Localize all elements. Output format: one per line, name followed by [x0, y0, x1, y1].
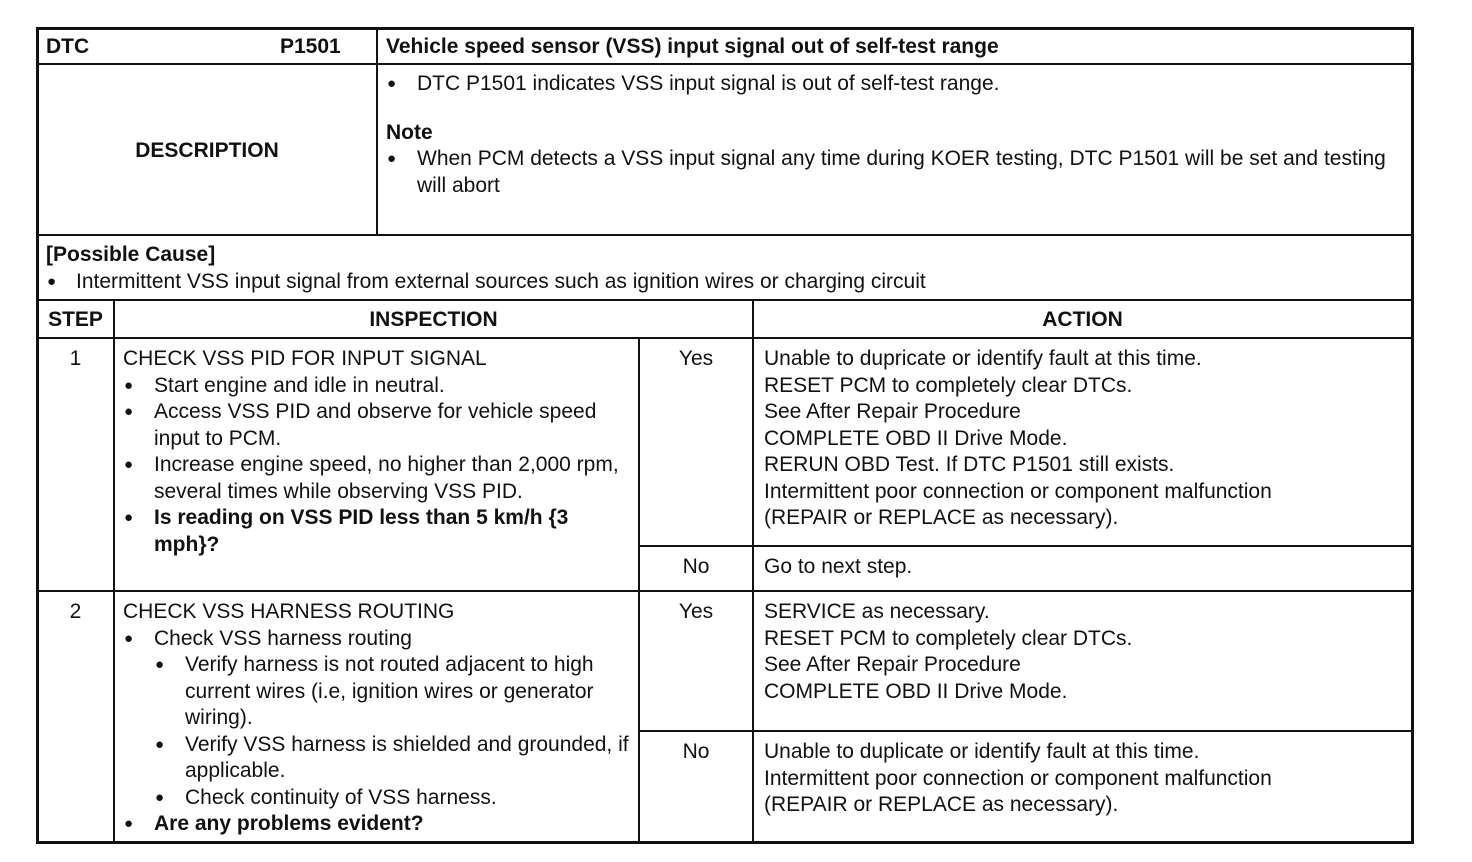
- list-item: ● Access VSS PID and observe for vehicle speed input to PCM.: [123, 399, 633, 452]
- action-line: RERUN OBD Test. If DTC P1501 still exists.: [764, 453, 1175, 476]
- rule-step2-yes-no: [638, 730, 1414, 732]
- list-item: [123, 626, 633, 812]
- note-label: Note: [386, 120, 433, 144]
- rule-columns: [36, 337, 1414, 339]
- step-1-list: [123, 373, 633, 559]
- action-line: Unable to duplicate or identify fault at this time.: [764, 740, 1200, 763]
- possible-cause-bullet: ● Intermittent VSS input signal from external sources such as ignition wires or charging circuit: [46, 269, 1406, 296]
- step-1-inspection: [123, 346, 633, 558]
- action-line: COMPLETE OBD II Drive Mode.: [764, 679, 1068, 703]
- step-1-no-label: No: [682, 555, 710, 578]
- step-1-yes-label: Yes: [678, 347, 714, 370]
- action-line: RESET PCM to completely clear DTCs.: [764, 626, 1133, 650]
- possible-cause-list: [46, 269, 1406, 296]
- rule-description: [36, 234, 1414, 236]
- step-2-sub-list: [154, 652, 633, 811]
- step-2-yes-action: [764, 599, 1404, 705]
- list-item: ● Verify VSS harness is shielded and grounded, if applicable.: [154, 732, 633, 785]
- step-2-question: ● Are any problems evident?: [123, 811, 633, 838]
- table-border-bottom: [36, 841, 1414, 844]
- note-bullet: ● When PCM detects a VSS input signal any time during KOER testing, DTC P1501 will be set and testing will abort: [386, 146, 1392, 199]
- rule-header-divider: [376, 27, 378, 235]
- description-list: [386, 71, 1406, 98]
- list-item: ● Increase engine speed, no higher than 2,000 rpm, several times while observing VSS PID.: [123, 452, 633, 505]
- rule-step-col: [113, 299, 115, 844]
- list-item: ● Verify harness is not routed adjacent to high current wires (i.e, ignition wires or generator wiring).: [154, 652, 633, 732]
- action-line: Unable to dupricate or identify fault at this time.: [764, 347, 1202, 370]
- action-line: Intermittent poor connection or component malfunction: [764, 766, 1272, 790]
- column-step: STEP: [48, 308, 103, 331]
- table-border-top: [36, 27, 1414, 30]
- action-line: Go to next step.: [764, 555, 913, 578]
- step-1-no-action: [764, 554, 1404, 581]
- rule-step1-yes-no: [638, 545, 1414, 547]
- dtc-code: P1501: [280, 35, 341, 58]
- step-2-inspection: [123, 599, 633, 838]
- step-2-no-label: No: [682, 740, 710, 763]
- step-2-list: [123, 626, 633, 838]
- action-line: SERVICE as necessary.: [764, 600, 990, 623]
- step-1-number: 1: [69, 347, 82, 370]
- rule-cause: [36, 299, 1414, 301]
- action-line: See After Repair Procedure: [764, 400, 1021, 423]
- column-action: ACTION: [1042, 308, 1123, 331]
- table-border-right: [1411, 27, 1414, 844]
- rule-yesno-col: [638, 337, 640, 844]
- rule-action-col: [752, 299, 754, 844]
- action-line: See After Repair Procedure: [764, 653, 1021, 676]
- possible-cause: [46, 242, 1406, 295]
- action-line: COMPLETE OBD II Drive Mode.: [764, 426, 1068, 450]
- dtc-label: DTC: [46, 35, 90, 58]
- column-inspection: INSPECTION: [369, 308, 498, 331]
- step-2-bullet: Check VSS harness routing: [154, 626, 412, 650]
- action-line: (REPAIR or REPLACE as necessary).: [764, 793, 1119, 816]
- action-line: (REPAIR or REPLACE as necessary).: [764, 506, 1119, 529]
- action-line: Intermittent poor connection or component malfunction: [764, 479, 1272, 503]
- rule-step1-end: [36, 590, 1414, 592]
- description-bullet: ● DTC P1501 indicates VSS input signal is out of self-test range.: [386, 71, 1406, 98]
- possible-cause-label: [Possible Cause]: [46, 243, 216, 266]
- dtc-title: Vehicle speed sensor (VSS) input signal out of self-test range: [386, 35, 999, 58]
- step-2-number: 2: [69, 600, 82, 623]
- description-label: DESCRIPTION: [135, 139, 279, 162]
- description-content: [386, 71, 1406, 199]
- step-1-question: ● Is reading on VSS PID less than 5 km/h {3 mph}?: [123, 505, 633, 558]
- step-1-yes-action: [764, 346, 1404, 532]
- step-2-no-action: [764, 739, 1404, 819]
- action-line: RESET PCM to completely clear DTCs.: [764, 373, 1133, 397]
- list-item: ● Check continuity of VSS harness.: [154, 785, 633, 812]
- step-2-yes-label: Yes: [678, 600, 714, 623]
- note-list: [386, 146, 1406, 199]
- rule-header: [36, 63, 1414, 65]
- step-1-title: CHECK VSS PID FOR INPUT SIGNAL: [123, 347, 487, 370]
- step-2-title: CHECK VSS HARNESS ROUTING: [123, 600, 455, 623]
- list-item: ● Start engine and idle in neutral.: [123, 373, 633, 400]
